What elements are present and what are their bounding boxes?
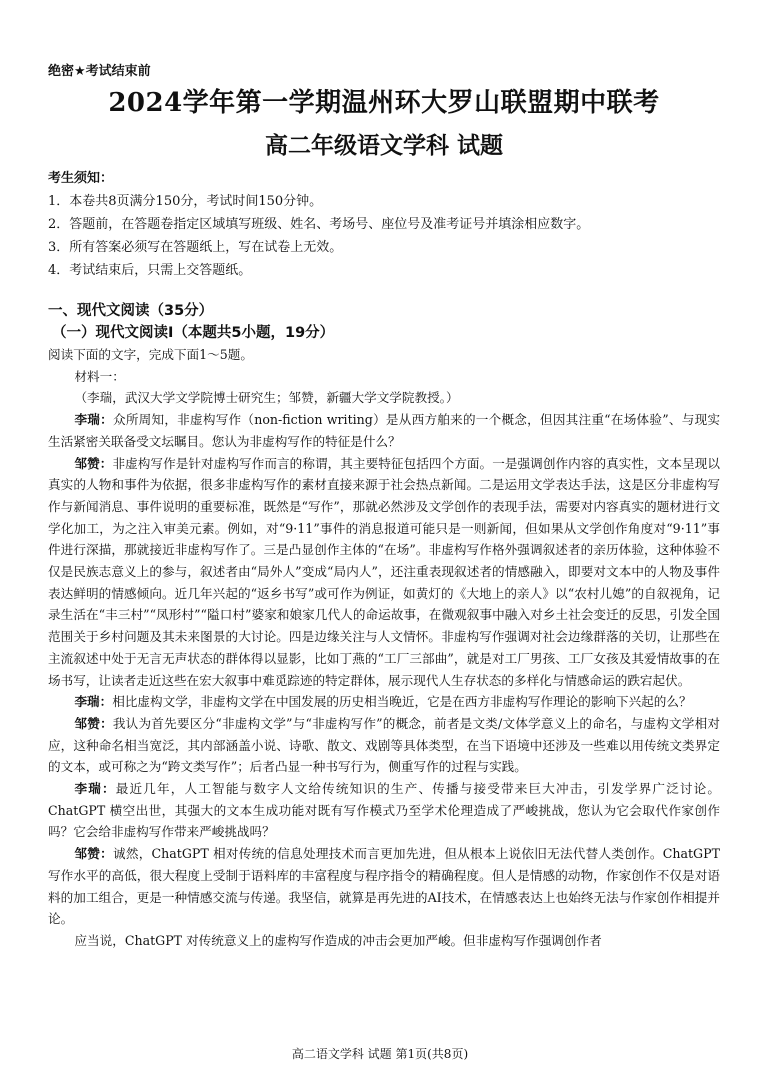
- dialogue-paragraph: [48, 453, 720, 692]
- exam-title: 2024学年第一学期温州环大罗山联盟期中联考: [108, 88, 660, 118]
- dialogue-paragraph: [48, 778, 720, 843]
- dialogue-paragraph: [48, 409, 720, 452]
- subsection-heading: （一）现代文阅读Ⅰ（本题共5小题，19分）: [52, 325, 335, 341]
- interview-intro: （李瑞，武汉大学文学院博士研究生；邹赞，新疆大学文学院教授。）: [74, 390, 459, 406]
- dialogue-text: 相比虚构文学，非虚构文学在中国发展的历史相当晚近，它是在西方非虚构写作理论的影响下兴起的么？: [112, 694, 692, 710]
- notice-item: 2．答题前，在答题卷指定区域填写班级、姓名、考场号、座位号及准考证号并填涂相应数字。: [48, 217, 590, 232]
- speaker-label: 邹赞：: [74, 715, 113, 731]
- dialogue-paragraph: [48, 691, 720, 713]
- section-heading: 一、现代文阅读（35分）: [48, 303, 214, 319]
- dialogue-text: 我认为首先要区分“非虚构文学”与“非虚构写作”的概念，前者是文类/文体学意义上的命名，与虚构文学相对应，这种命名相当宽泛，其内部涵盖小说、诗歌、散文、戏剧等具体类型，在当下语境中还涉及一些难以用传统文类界定的文本，或可称之为“跨文类写作”；后者凸显一种书写行为，侧重写作的过程与实践。: [48, 715, 720, 775]
- dialogue-text: 诚然，ChatGPT 相对传统的信息处理技术而言更加先进，但从根本上说依旧无法代替人类创作。ChatGPT 写作水平的高低，很大程度上受制于语料库的丰富程度与程序指令的精确程度。但人是情感的动物，作家创作不仅是对语料的加工组合，更是一种情感交流与传递。我坚信，就算是再先进的AI技术，在情感表达上也始终无法与作家创作相提并论。: [48, 846, 720, 927]
- notice-heading: 考生须知：: [48, 171, 114, 186]
- spacer: [48, 282, 720, 300]
- speaker-label: 李瑞：: [74, 412, 113, 428]
- reading-instruction: 阅读下面的文字，完成下面1～5题。: [48, 347, 253, 362]
- notice-item: 3．所有答案必须写在答题纸上，写在试卷上无效。: [48, 240, 343, 255]
- speaker-label: 李瑞：: [74, 781, 116, 797]
- dialogue-text: 众所周知，非虚构写作（non-fiction writing）是从西方舶来的一个概念，但因其注重“在场体验”、与现实生活紧密关联备受文坛瞩目。您认为非虚构写作的特征是什么？: [48, 412, 721, 449]
- speaker-label: 邹赞：: [74, 455, 113, 471]
- speaker-label: 邹赞：: [74, 846, 113, 862]
- dialogue-paragraph: [48, 713, 720, 778]
- exam-subtitle: 高二年级语文学科 试题: [264, 132, 503, 159]
- notice-item: 1．本卷共8页满分150分，考试时间150分钟。: [48, 194, 323, 209]
- notice-item: 4．考试结束后，只需上交答题纸。: [48, 263, 252, 278]
- notice-list: [48, 190, 720, 282]
- closing-paragraph: 应当说，ChatGPT 对传统意义上的虚构写作造成的冲击会更加严峻。但非虚构写作强调创作者: [74, 932, 602, 948]
- material-label: 材料一：: [74, 368, 125, 384]
- page-footer: 高二语文学科 试题 第1页(共8页): [291, 1047, 469, 1061]
- dialogue-text: 非虚构写作是针对虚构写作而言的称谓，其主要特征包括四个方面。一是强调创作内容的真实性，文本呈现以真实的人物和事件为依据，很多非虚构写作的素材直接来源于社会热点新闻。二是运用文学表达手法，这是区分非虚构写作与新闻消息、事件说明的重要标准，既然是“写作”，那就必然涉及文学创作的表现手法，需要对内容真实的题材进行文学化加工，为之注入审美元素。例如，对“9·11”事件的消息报道可能只是一则新闻，但如果从文学创作角度对“9·11”事件进行深描，那就接近非虚构写作了。三是凸显创作主体的“在场”。非虚构写作格外强调叙述者的亲历体验，这种体验不仅是民族志意义上的参与，叙述者由“局外人”变成“局内人”，还注重表现叙述者的情感融入，即要对文本中的人物及事件表达鲜明的情感倾向。近几年兴起的“返乡书写”或可作为例证，如黄灯的《大地上的亲人》以“农村儿媳”的自叙视角，记录生活在“丰三村”“凤形村”“隘口村”婆家和娘家几代人的命运故事，在微观叙事中融入对乡土社会变迁的反思，引发全国范围关于乡村问题及其未来图景的大讨论。四是边缘关注与人文情怀。非虚构写作强调对社会边缘群落的关切，让那些在主流叙述中处于无言无声状态的群体得以显影，比如丁燕的“工厂三部曲”，就是对工厂男孩、工厂女孩及其爱情故事的在场书写，让读者走近这些在宏大叙事中难觅踪迹的特定群体，展示现代人生存状态的多样化与情感命运的跌宕起伏。: [48, 455, 721, 688]
- dialogue-text: 最近几年，人工智能与数字人文给传统知识的生产、传播与接受带来巨大冲击，引发学界广泛讨论。ChatGPT 横空出世，其强大的文本生成功能对既有写作模式乃至学术伦理造成了严峻挑战，您认为它会取代作家创作吗？它会给非虚构写作带来严峻挑战吗？: [48, 781, 721, 840]
- speaker-label: 李瑞：: [74, 694, 113, 710]
- dialogue-paragraph: [48, 843, 720, 930]
- secret-mark: 绝密★考试结束前: [48, 64, 151, 79]
